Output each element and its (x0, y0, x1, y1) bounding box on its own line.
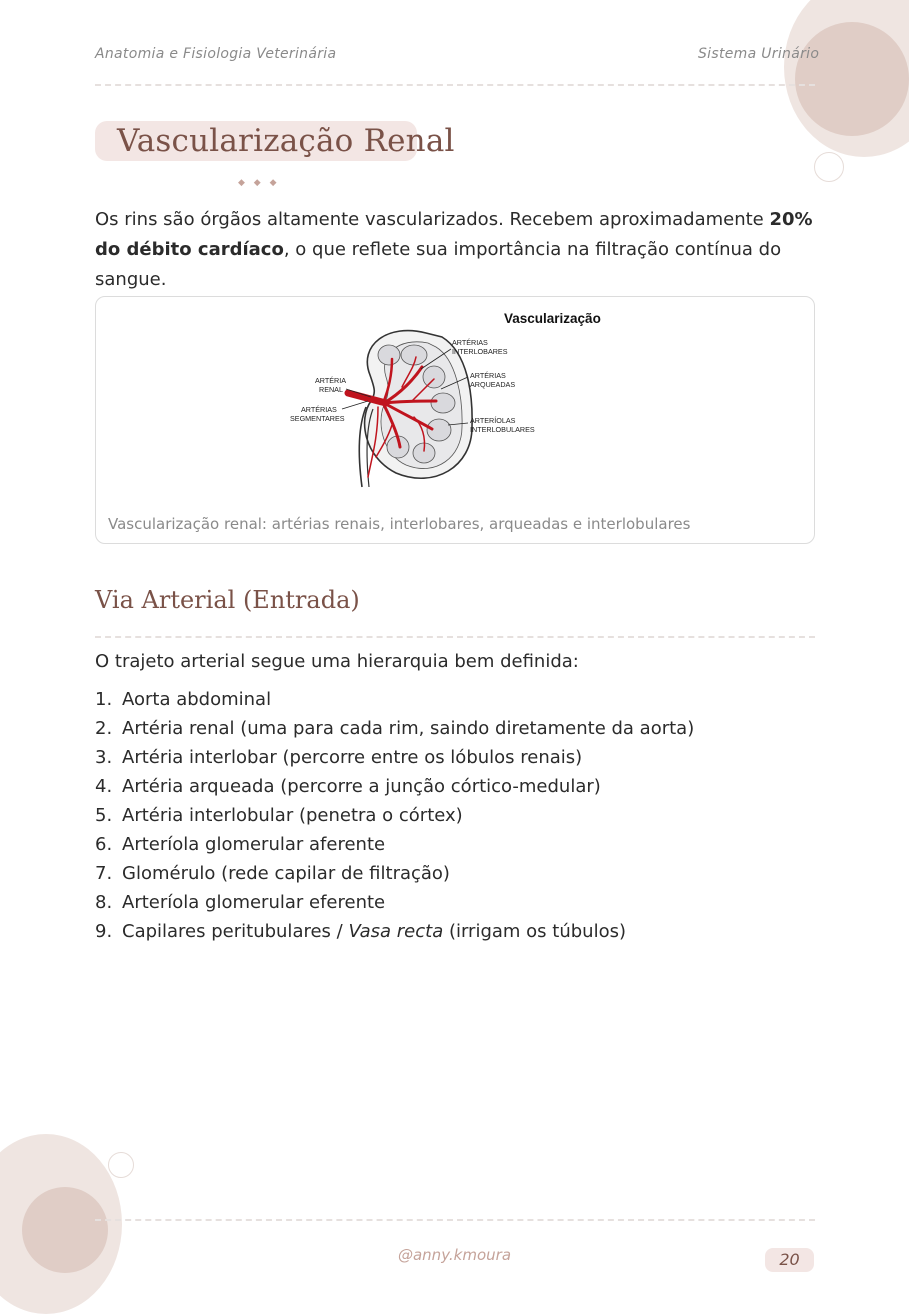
intro-paragraph-bold: 20% do débito cardíaco (95, 209, 813, 260)
footer-divider (95, 1219, 815, 1221)
kidney-vascularization-diagram (96, 297, 812, 507)
label-segmentares-line1: ARTÉRIAS (301, 405, 337, 414)
intro-paragraph-text-1: Os rins são órgãos altamente vascularizados. Recebem aproximadamente (95, 209, 770, 230)
subsection-intro: O trajeto arterial segue uma hierarquia bem definida: (95, 651, 579, 672)
list-item-text: Artéria renal (uma para cada rim, saindo diretamente da aorta) (122, 718, 695, 739)
list-item-text: Glomérulo (rede capilar de filtração) (122, 863, 450, 884)
list-item-number: 2. (95, 718, 113, 739)
subsection-title: Via Arterial (Entrada) (95, 586, 360, 614)
list-item-number: 1. (95, 689, 113, 710)
subsection-divider (95, 636, 815, 638)
page-number: 20 (765, 1248, 814, 1272)
label-arqueadas-line1: ARTÉRIAS (470, 371, 506, 380)
list-item (95, 743, 694, 772)
label-interlobulares-line2: INTERLOBULARES (470, 425, 535, 434)
figure-card (95, 296, 815, 544)
diagram-title: Vascularização (504, 311, 601, 326)
header-chapter-title: Sistema Urinário (698, 46, 820, 62)
list-item (95, 801, 694, 830)
header-book-title: Anatomia e Fisiologia Veterinária (95, 46, 337, 62)
label-renal-line1: ARTÉRIA (315, 376, 347, 385)
list-item-text: Artéria arqueada (percorre a junção córtico-medular) (122, 776, 601, 797)
list-item (95, 772, 694, 801)
list-item (95, 714, 694, 743)
list-item-number: 3. (95, 747, 113, 768)
list-item-number: 9. (95, 921, 113, 942)
list-item-text: Artéria interlobar (percorre entre os lóbulos renais) (122, 747, 583, 768)
intro-paragraph (95, 205, 825, 295)
list-item (95, 859, 694, 888)
author-handle: @anny.kmoura (397, 1246, 512, 1264)
list-item (95, 917, 694, 946)
list-item-number: 5. (95, 805, 113, 826)
list-item-text: Aorta abdominal (122, 689, 272, 710)
list-item-number: 4. (95, 776, 113, 797)
label-interlobares-line2: INTERLOBARES (452, 347, 508, 356)
label-renal-line2: RENAL (319, 385, 343, 394)
decor-circle-top-right-inner (795, 22, 909, 136)
list-item-number: 6. (95, 834, 113, 855)
list-item (95, 685, 694, 714)
list-item-text (122, 917, 626, 946)
list-item-text: Artéria interlobular (penetra o córtex) (122, 805, 463, 826)
arterial-path-list (95, 685, 694, 946)
list-item (95, 888, 694, 917)
decor-ring-left (108, 1152, 134, 1178)
label-interlobulares-line1: ARTERÍOLAS (470, 416, 516, 425)
decor-ring-right (814, 152, 844, 182)
list-item-text: Arteríola glomerular aferente (122, 834, 386, 855)
figure-caption: Vascularização renal: artérias renais, interlobares, arqueadas e interlobulares (108, 515, 691, 533)
title-ornament: ◆ ◆ ◆ (238, 178, 280, 188)
section-title: Vascularização Renal (117, 123, 455, 159)
label-segmentares-line2: SEGMENTARES (290, 414, 345, 423)
header-divider (95, 84, 815, 86)
label-interlobares-line1: ARTÉRIAS (452, 338, 488, 347)
list-item-text: Arteríola glomerular eferente (122, 892, 386, 913)
list-item-text-italic: Vasa recta (348, 921, 444, 942)
list-item-number: 7. (95, 863, 113, 884)
list-item (95, 830, 694, 859)
list-item-text-pre: Capilares peritubulares / (122, 921, 349, 942)
list-item-text-post: (irrigam os túbulos) (443, 921, 626, 942)
intro-paragraph-text-2: , o que reflete sua importância na filtração contínua do sangue. (95, 239, 782, 290)
label-arqueadas-line2: ARQUEADAS (470, 380, 516, 389)
list-item-number: 8. (95, 892, 113, 913)
